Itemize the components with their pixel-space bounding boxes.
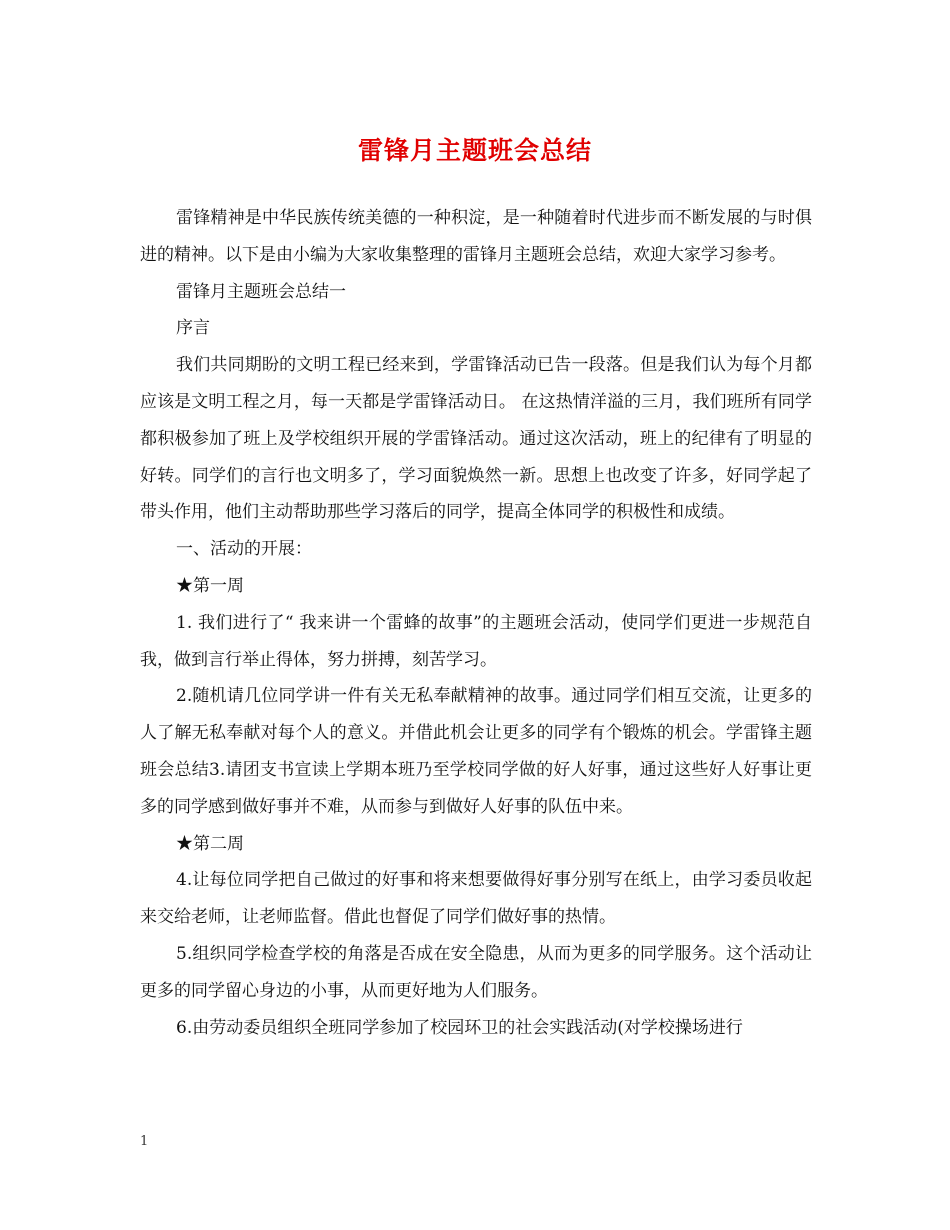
document-body: [140, 200, 812, 1046]
list-item: 1. 我们进行了“ 我来讲一个雷蜂的故事”的主题班会活动，使同学们更进一步规范自我，做到言行举止得体，努力拼搏，刻苦学习。: [140, 612, 812, 670]
list-item: 4.让每位同学把自己做过的好事和将来想要做得好事分别写在纸上，由学习委员收起来交给老师，让老师监督。借此也督促了同学们做好事的热情。: [140, 870, 812, 928]
document-title: 雷锋月主题班会总结: [357, 136, 592, 165]
page-number: 1: [140, 1134, 149, 1149]
list-item: 5.组织同学检查学校的角落是否成在安全隐患，从而为更多的同学服务。这个活动让更多的同学留心身边的小事，从而更好地为人们服务。: [140, 943, 812, 1001]
subsection-heading: 一、活动的开展：: [176, 539, 312, 560]
week-heading: ★第一周: [176, 575, 244, 596]
paragraph-intro: 雷锋精神是中华民族传统美德的一种积淀，是一种随着时代进步而不断发展的与时俱进的精神。以下是由小编为大家收集整理的雷锋月主题班会总结，欢迎大家学习参考。: [140, 208, 812, 265]
list-item: 6.由劳动委员组织全班同学参加了校园环卫的社会实践活动(对学校操场进行: [176, 1017, 743, 1038]
week-heading: ★第二周: [176, 833, 244, 854]
paragraph-preface: 我们共同期盼的文明工程已经来到，学雷锋活动已告一段落。但是我们认为每个月都应该是文明工程之月，每一天都是学雷锋活动日。 在这热情洋溢的三月，我们班所有同学都积极参加了班上及学校组织开展的学雷锋活动。通过这次活动，班上的纪律有了明显的好转。同学们的言行也文明多了，学习面貌焕然一新。思想上也改变了许多，好同学起了带头作用，他们主动帮助那些学习落后的同学，提高全体同学的积极性和成绩。: [140, 355, 812, 523]
subsection-heading: 序言: [176, 318, 210, 339]
section-heading: 雷锋月主题班会总结一: [176, 281, 346, 302]
list-item: 2.随机请几位同学讲一件有关无私奉献精神的故事。通过同学们相互交流，让更多的人了解无私奉献对每个人的意义。并借此机会让更多的同学有个锻炼的机会。学雷锋主题班会总结3.请团支书宣读上学期本班乃至学校同学做的好人好事，通过这些好人好事让更多的同学感到做好事并不难，从而参与到做好人好事的队伍中来。: [140, 686, 812, 817]
